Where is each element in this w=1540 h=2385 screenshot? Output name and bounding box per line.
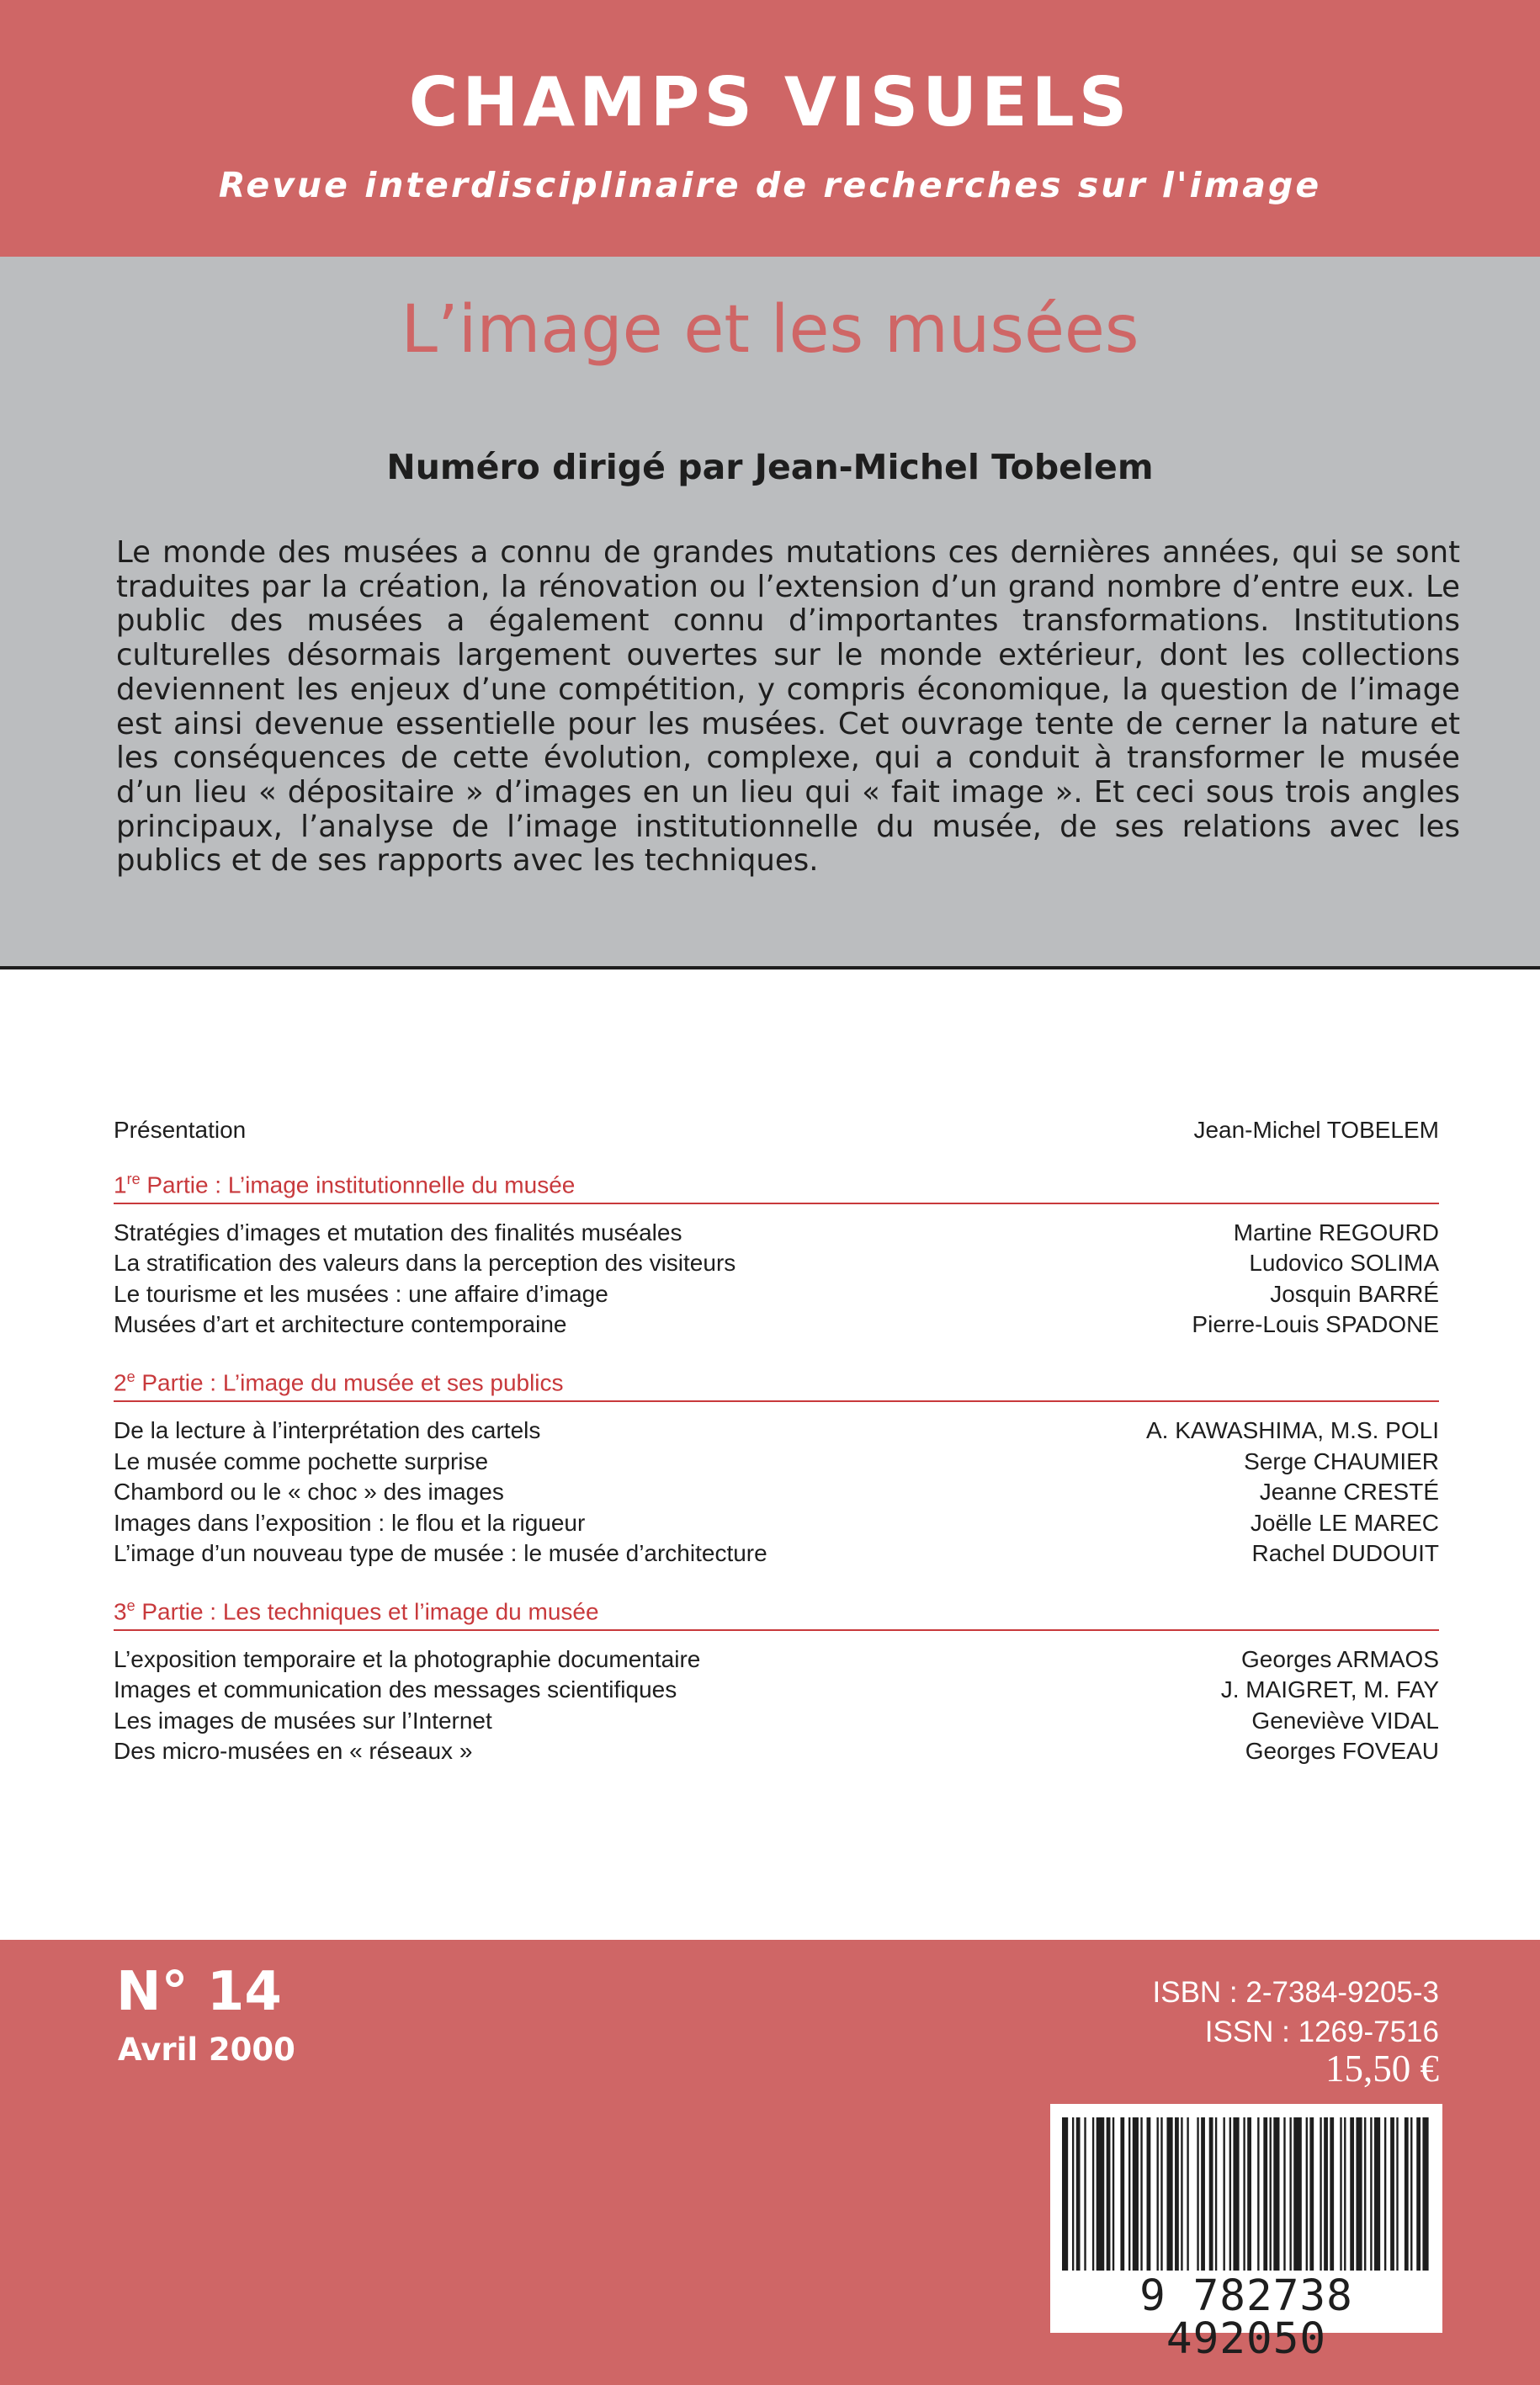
toc-entry-author: Joëlle LE MAREC: [1250, 1509, 1439, 1536]
toc-entry-title: Le tourisme et les musées : une affaire d’image: [114, 1280, 608, 1307]
barcode-bar: [1092, 2117, 1094, 2271]
journal-subtitle: Revue interdisciplinaire de recherches sur l'image: [218, 165, 1322, 205]
issue-number: N° 14: [116, 1961, 282, 2023]
toc-entry-author: Jean-Michel TOBELEM: [1193, 1117, 1439, 1143]
footer-band: [0, 1940, 1540, 2385]
barcode-bar: [1364, 2117, 1366, 2271]
barcode-bar: [1181, 2117, 1182, 2271]
toc-entry-title: Les images de musées sur l’Internet: [114, 1707, 492, 1734]
barcode-bar: [1187, 2117, 1188, 2271]
issue-date: Avril 2000: [118, 2032, 295, 2068]
toc-entry-author: Serge CHAUMIER: [1244, 1447, 1439, 1474]
price: 15,50 €: [1325, 2048, 1439, 2090]
barcode-bar: [1384, 2117, 1386, 2271]
editor-line: Numéro dirigé par Jean-Michel Tobelem: [386, 447, 1154, 487]
barcode-bar: [1344, 2117, 1346, 2271]
barcode-bar: [1233, 2117, 1239, 2271]
toc-entry-author: Pierre-Louis SPADONE: [1192, 1311, 1439, 1338]
toc-intro-row: [114, 1115, 1439, 1146]
toc-entry: [114, 1416, 1439, 1447]
barcode-bar: [1243, 2117, 1245, 2271]
ordinal-suffix: e: [126, 1368, 135, 1385]
toc-entry: [114, 1736, 1439, 1767]
toc-entry: [114, 1644, 1439, 1676]
toc-entry-author: Geneviève VIDAL: [1251, 1707, 1439, 1734]
journal-title: CHAMPS VISUELS: [408, 63, 1132, 141]
toc-entry-title: Musées d’art et architecture contemporaine: [114, 1311, 567, 1338]
ordinal-suffix: re: [126, 1170, 141, 1187]
toc-entry-author: Georges FOVEAU: [1245, 1738, 1439, 1765]
toc-entry: [114, 1706, 1439, 1737]
barcode-bar: [1156, 2117, 1158, 2271]
barcode-bar: [1324, 2117, 1328, 2271]
barcode-bar: [1416, 2117, 1421, 2271]
barcode-bar: [1072, 2117, 1074, 2271]
toc-entry-author: Martine REGOURD: [1233, 1219, 1439, 1246]
barcode-bar: [1370, 2117, 1372, 2271]
barcode-bar: [1062, 2117, 1068, 2271]
barcode-bar: [1396, 2117, 1398, 2271]
barcode-bar: [1422, 2117, 1428, 2271]
toc-entry-title: Le musée comme pochette surprise: [114, 1447, 489, 1474]
ordinal-suffix: e: [126, 1596, 135, 1614]
issue-title: L’image et les musées: [401, 292, 1139, 368]
toc-entry-author: Ludovico SOLIMA: [1249, 1250, 1439, 1277]
toc-entry-author: Georges ARMAOS: [1241, 1645, 1439, 1672]
toc-entry-title: Des micro-musées en « réseaux »: [114, 1738, 473, 1765]
toc-entry-title: L’image d’un nouveau type de musée : le musée d’architecture: [114, 1540, 767, 1567]
barcode-bar: [1293, 2117, 1302, 2271]
barcode-bar: [1201, 2117, 1205, 2271]
header-band: [0, 0, 1540, 257]
barcode-bar: [1107, 2117, 1111, 2271]
barcode-bar: [1257, 2117, 1259, 2271]
toc-entry-title: Présentation: [114, 1117, 247, 1143]
barcode-bar: [1084, 2117, 1086, 2271]
part-heading: 3e Partie : Les techniques et l’image du musée: [114, 1591, 1439, 1631]
toc-entry-title: De la lecture à l’interprétation des cartels: [114, 1417, 541, 1444]
barcode-bar: [1223, 2117, 1224, 2271]
barcode: [1050, 2104, 1442, 2364]
barcode-bar: [1320, 2117, 1321, 2271]
barcode-bar: [1309, 2117, 1314, 2271]
toc-entry-title: L’exposition temporaire et la photographie documentaire: [114, 1645, 701, 1672]
toc-entry: [114, 1447, 1439, 1478]
toc-entry-title: Chambord ou le « choc » des images: [114, 1479, 504, 1506]
barcode-bar: [1283, 2117, 1285, 2271]
barcode-bar: [1263, 2117, 1267, 2271]
barcode-bar: [1197, 2117, 1198, 2271]
issn: ISSN : 1269-7516: [1204, 2016, 1439, 2048]
toc-entry: [114, 1279, 1439, 1310]
barcode-bar: [1133, 2117, 1139, 2271]
barcode-bar: [1350, 2117, 1354, 2271]
toc-entry: [114, 1675, 1439, 1706]
toc-entry-author: Jeanne CRESTÉ: [1259, 1479, 1439, 1506]
toc-entry-author: A. KAWASHIMA, M.S. POLI: [1146, 1417, 1439, 1444]
barcode-bar: [1270, 2117, 1272, 2271]
toc-entry-title: La stratification des valeurs dans la perception des visiteurs: [114, 1250, 736, 1277]
toc-entry-title: Images et communication des messages scientifiques: [114, 1676, 677, 1703]
toc-entry: [114, 1508, 1439, 1539]
toc-entry-title: Images dans l’exposition : le flou et la rigueur: [114, 1509, 586, 1536]
barcode-bar: [1340, 2117, 1341, 2271]
summary-paragraph: Le monde des musées a connu de grandes mutations ces dernières années, qui se sont traduites par la création, la rénovation ou l’extension d’un grand nombre d’entre eux. Le public des musées a également connu d’importantes transformations. Institutions culturelles désormais largement ouvertes sur le monde extérieur, dont les collections deviennent les enjeux d’une compétition, y compris économique, la question de l’image est ainsi devenue essentielle pour les musées. Cet ouvrage tente de cerner la nature et les conséquences de cette évolution, complexe, qui a conduit à transformer le musée d’un lieu « dépositaire » d’images en un lieu qui « fait image ». Et ceci sous trois angles principaux, l’analyse de l’image institutionnelle du musée, de ses relations avec les publics et de ses rapports avec les techniques.: [116, 535, 1460, 879]
barcode-bar: [1306, 2117, 1308, 2271]
barcode-bar: [1120, 2117, 1124, 2271]
barcode-bar: [1273, 2117, 1279, 2271]
barcode-bar: [1076, 2117, 1081, 2271]
barcode-bar: [1128, 2117, 1130, 2271]
barcode-bar: [1209, 2117, 1213, 2271]
toc-entry-author: Josquin BARRÉ: [1270, 1280, 1439, 1307]
barcode-bars: [1062, 2117, 1431, 2271]
barcode-bar: [1229, 2117, 1231, 2271]
toc-entry-author: J. MAIGRET, M. FAY: [1220, 1676, 1439, 1703]
summary-band: [0, 257, 1540, 969]
part-heading: 1re Partie : L’image institutionnelle du musée: [114, 1165, 1439, 1204]
toc-part-1: [114, 1165, 1439, 1341]
barcode-bar: [1166, 2117, 1172, 2271]
toc-entry-title: Stratégies d’images et mutation des finalités muséales: [114, 1219, 682, 1246]
barcode-bar: [1215, 2117, 1217, 2271]
toc-entry: [114, 1248, 1439, 1279]
barcode-digits: 9 782738 492050: [1139, 2271, 1353, 2364]
table-of-contents: [114, 1115, 1439, 1789]
barcode-bar: [1330, 2117, 1334, 2271]
toc-entry-author: Rachel DUDOUIT: [1251, 1540, 1439, 1567]
toc-entry: [114, 1538, 1439, 1570]
toc-entry: [114, 1309, 1439, 1341]
toc-entry: [114, 1218, 1439, 1249]
barcode-bar: [1356, 2117, 1362, 2271]
barcode-bar: [1247, 2117, 1251, 2271]
part-heading: 2e Partie : L’image du musée et ses publics: [114, 1362, 1439, 1402]
toc-entry: [114, 1477, 1439, 1508]
barcode-bar: [1175, 2117, 1179, 2271]
barcode-bar: [1097, 2117, 1105, 2271]
barcode-bar: [1289, 2117, 1291, 2271]
barcode-bar: [1147, 2117, 1151, 2271]
barcode-bar: [1140, 2117, 1142, 2271]
barcode-bar: [1410, 2117, 1412, 2271]
barcode-bar: [1374, 2117, 1380, 2271]
barcode-bar: [1405, 2117, 1409, 2271]
barcode-bar: [1113, 2117, 1114, 2271]
barcode-bar: [1160, 2117, 1162, 2271]
isbn: ISBN : 2-7384-9205-3: [1152, 1976, 1439, 2009]
barcode-bar: [1390, 2117, 1394, 2271]
toc-part-2: [114, 1362, 1439, 1570]
toc-part-3: [114, 1591, 1439, 1767]
